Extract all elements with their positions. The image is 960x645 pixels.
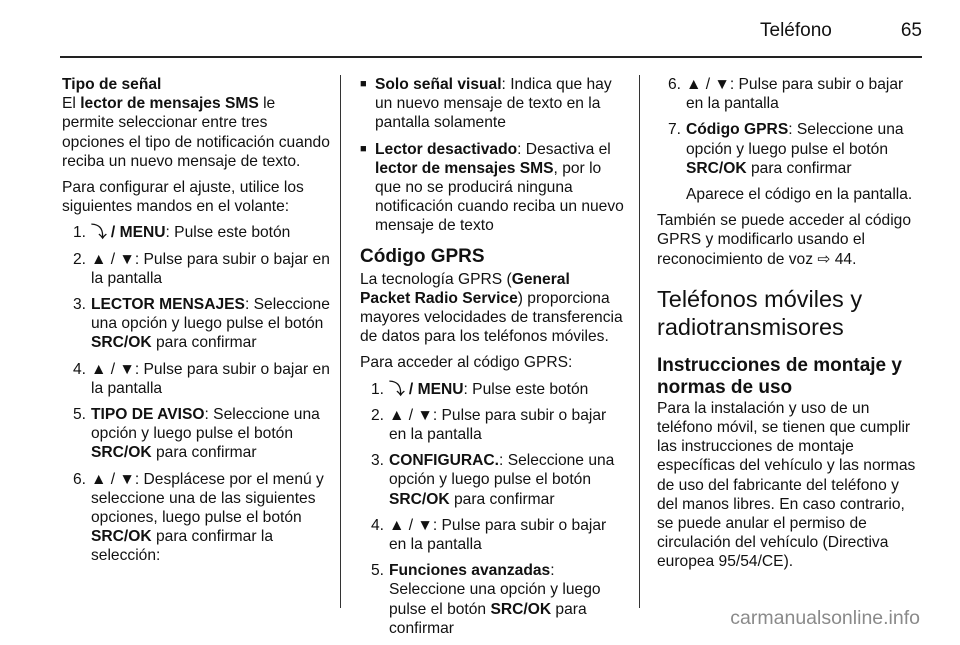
signal-type-intro: El lector de mensajes SMS le permite seleccionar entre tres opciones el tipo de notificación cuando reciba un nuevo mensaje de texto. [62,95,330,170]
column-2 [360,75,624,645]
gprs-intro: La tecnología GPRS (General Packet Radio Service) proporciona mayores velocidades de transferencia de datos para los teléfonos móviles. [360,270,623,346]
section-title: Teléfonos móviles y radiotransmisores [657,285,863,340]
gprs-heading: Código GPRS [360,245,485,267]
list-item: 6. ▲ / ▼: Desplácese por el menú y seleccione una de las siguientes opciones, luego pulse el botón SRC/OK para confirmar la selección: [72,470,324,565]
column-divider-1 [340,75,341,608]
list-item: 7. Código GPRS: Seleccione una opción y luego pulse el botón SRC/OK para confirmar [667,121,904,177]
list-item: 3. CONFIGURAC.: Seleccione una opción y luego pulse el botón SRC/OK para confirmar [370,452,615,508]
list-item: 4. ▲ / ▼: Pulse para subir o bajar en la pantalla [370,516,607,554]
notification-options [360,75,624,236]
voice-recognition-text: También se puede acceder al código GPRS y modificarlo usando el reconocimiento de voz ⇨ 44. [657,212,911,268]
column-divider-2 [639,75,640,608]
watermark: carmanualsonline.info [730,607,920,629]
list-item: 2. ▲ / ▼: Pulse para subir o bajar en la pantalla [370,406,607,444]
installation-text: Para la instalación y uso de un teléfono móvil, se tienen que cumplir las instrucciones de montaje específicas del vehículo y las normas de uso del fabricante del teléfono y del manos libres. En caso contrario, se puede anular el permiso de circulación del vehículo (Directiva europea 95/54/CE). [657,399,916,571]
gprs-access-text: Para acceder al código GPRS: [360,354,573,372]
list-item: ■ Solo señal visual: Indica que hay un nuevo mensaje de texto en la pantalla solamente [360,76,612,132]
steps-list-3 [657,75,923,178]
subsection-title: Instrucciones de montaje y normas de uso [657,354,902,398]
steps-list-2 [360,380,624,638]
list-item: 2. ▲ / ▼: Pulse para subir o bajar en la pantalla [72,250,330,287]
column-3 [657,75,923,579]
list-item: 1. ⤵ / MENU: Pulse este botón [72,224,291,242]
bullet-icon: ■ [360,142,367,155]
header-rule [60,56,922,58]
list-item: ■ Lector desactivado: Desactiva el lector de mensajes SMS, por lo que no se producirá ninguna notificación cuando reciba un nuevo mensaje de texto [360,140,624,235]
bullet-icon: ■ [360,78,367,90]
signal-type-heading: Tipo de señal [62,76,162,93]
list-item: 5. TIPO DE AVISO: Seleccione una opción y luego pulse el botón SRC/OK para confirmar [72,406,320,462]
list-item: 4. ▲ / ▼: Pulse para subir o bajar en la pantalla [72,360,330,397]
column-1 [62,75,330,573]
list-item: 6. ▲ / ▼: Pulse para subir o bajar en la pantalla [667,76,904,113]
config-instructions: Para configurar el ajuste, utilice los siguientes mandos en el volante: [62,179,304,216]
steps-list-1 [62,223,330,565]
page-header-title: Teléfono [760,20,832,41]
list-item: 5. Funciones avanzadas: Seleccione una opción y luego pulse el botón SRC/OK para confirmar [370,562,601,637]
list-item: 1. ⤵ / MENU: Pulse este botón [370,380,589,398]
code-shown-text: Aparece el código en la pantalla. [686,186,913,204]
list-item: 3. LECTOR MENSAJES: Seleccione una opción y luego pulse el botón SRC/OK para confirmar [72,296,330,352]
page-number: 65 [900,20,922,41]
